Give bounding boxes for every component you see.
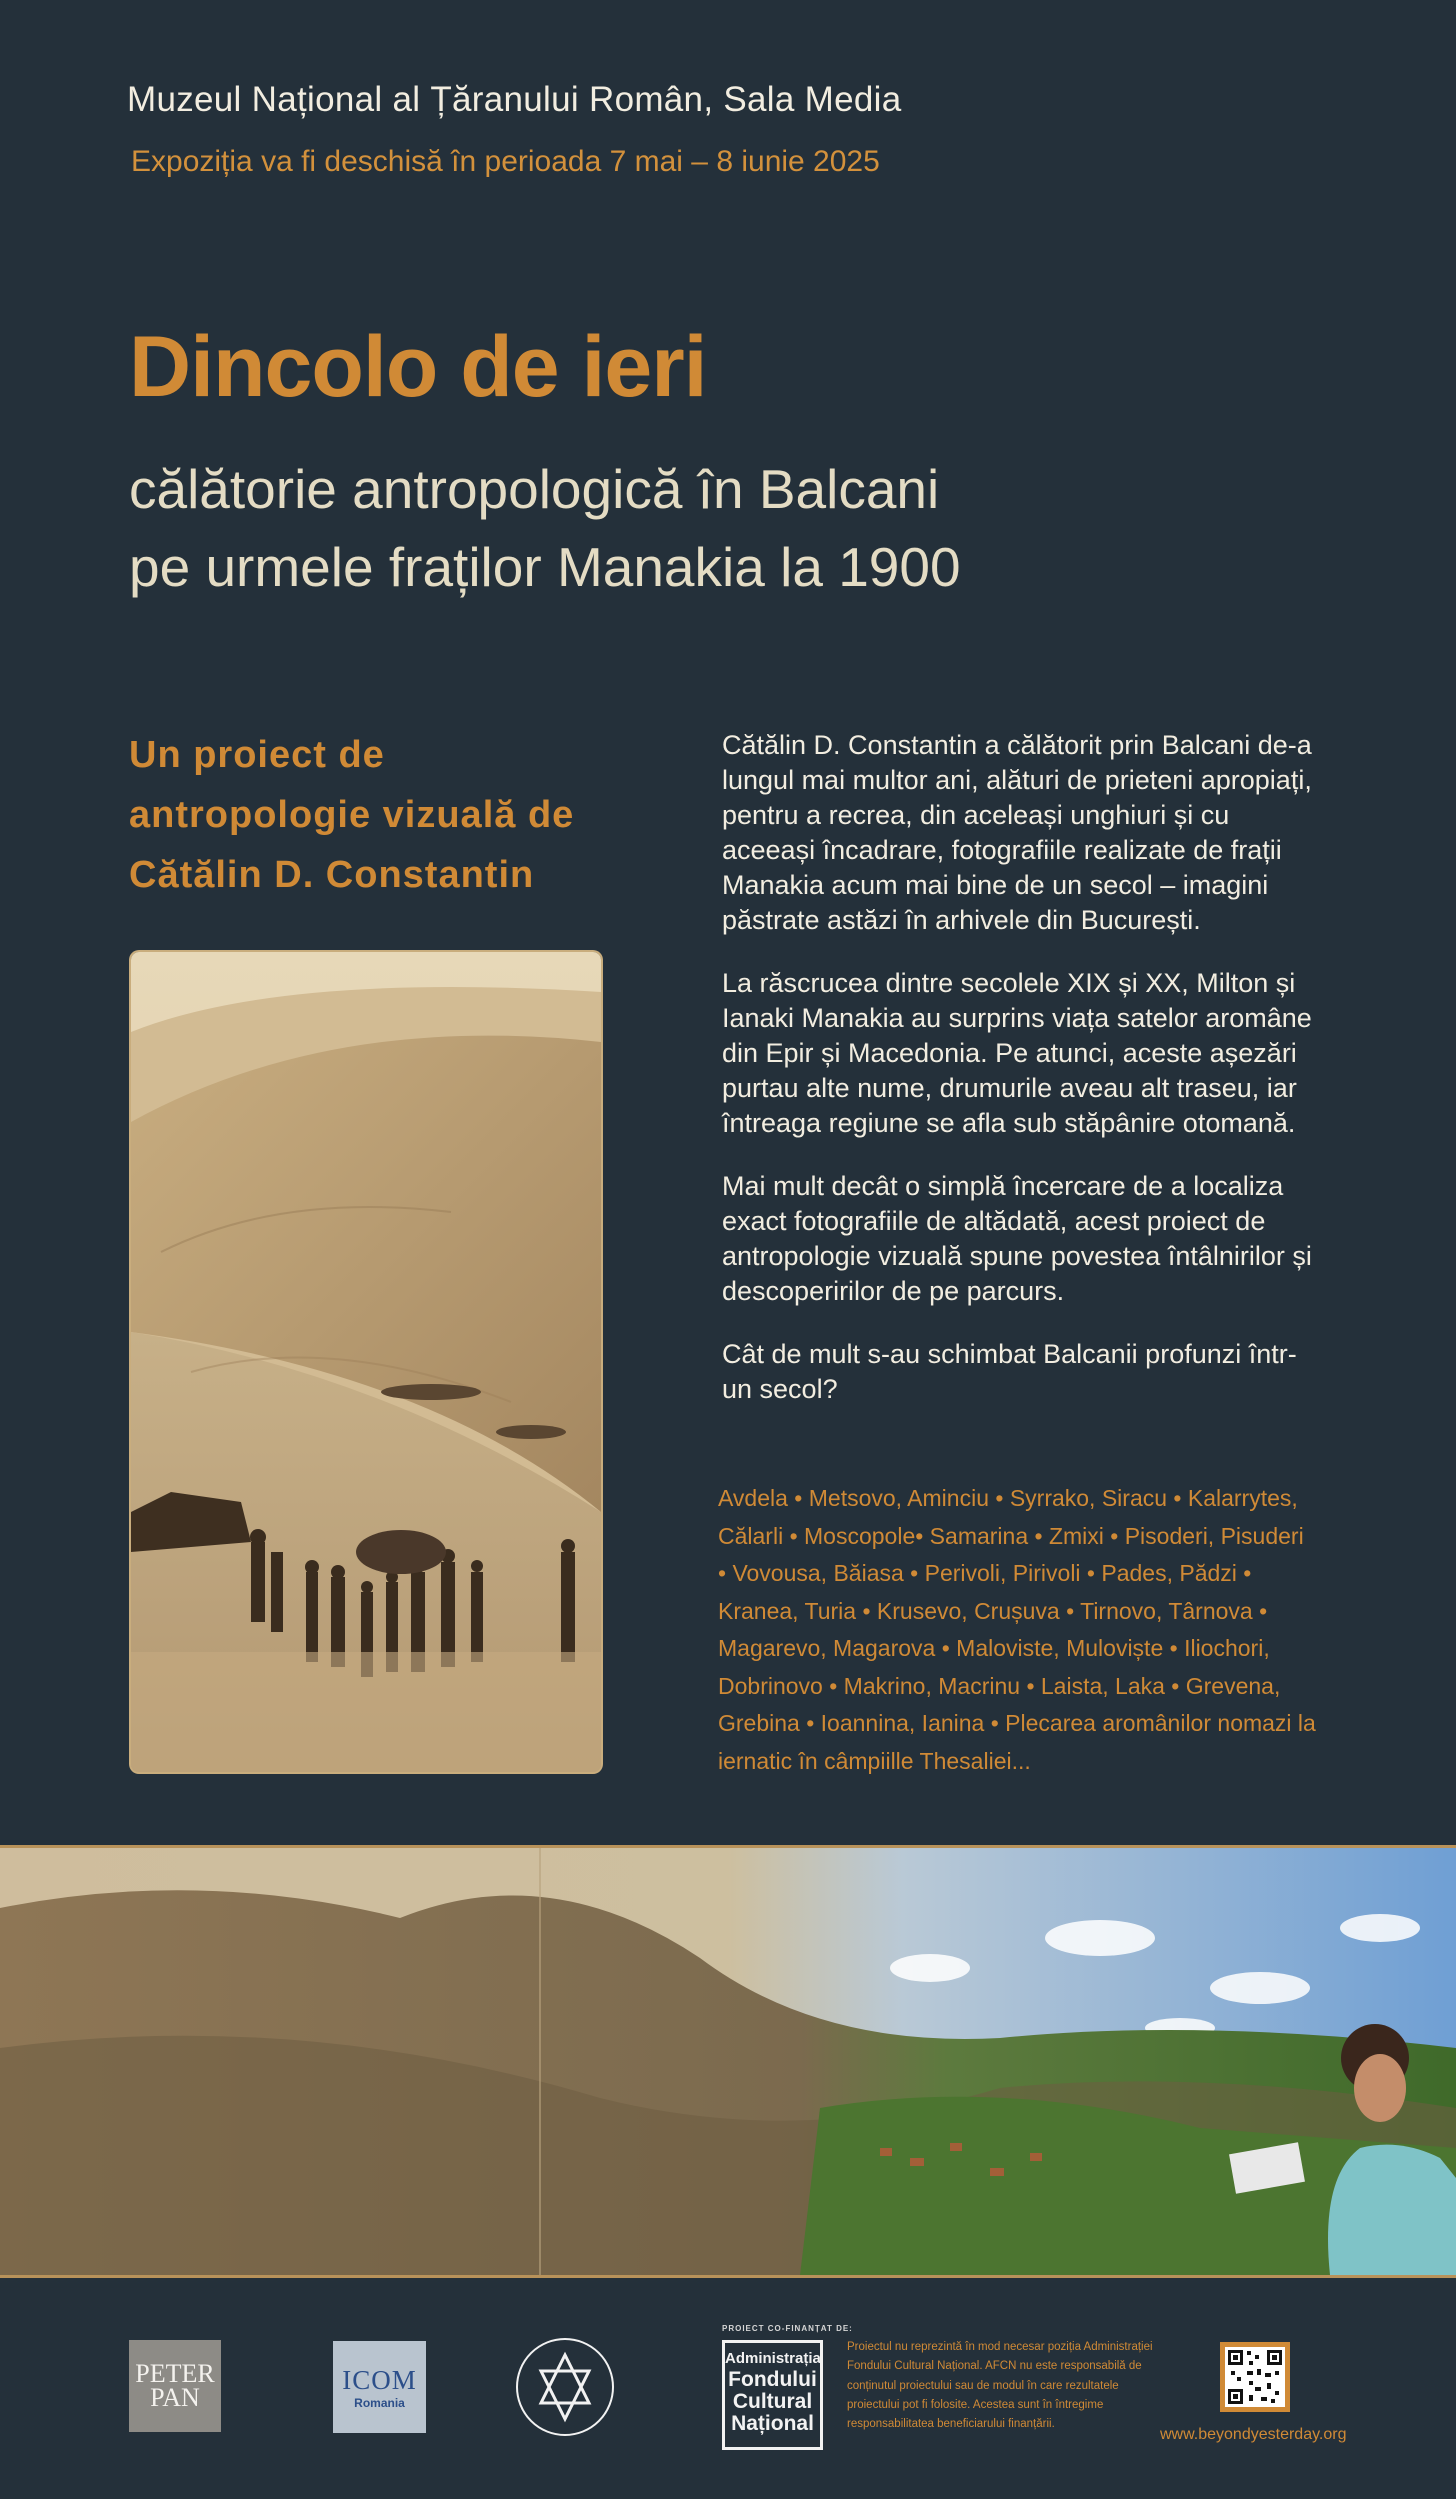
venue: Muzeul Național al Țăranului Român, Sala Media [127,80,902,119]
logo-text: Național [731,2412,814,2435]
exhibition-subtitle [129,450,961,606]
logo-text: Romania [354,2395,405,2410]
project-credit-line: Un proiect de [129,734,385,776]
paragraph: Cât de mult s-au schimbat Balcanii profunzi într-un secol? [722,1339,1297,1404]
paragraph: Cătălin D. Constantin a călătorit prin Balcani de-a lungul mai multor ani, alături de prieteni apropiați, pentru a recrea, din aceleași unghiuri și cu aceeași încadrare, fotografiile realizate de frații Manakia acum mai bine de un secol – imagini păstrate astăzi în arhivele din București. [722,730,1312,935]
logo-text: Cultural [732,2390,813,2413]
qr-code[interactable] [1220,2342,1290,2412]
logo-text: Administrația [725,2350,821,2367]
website-link[interactable]: www.beyondyesterday.org [1160,2426,1347,2443]
museum-stamp-logo [513,2335,617,2439]
description [722,728,1322,1435]
paragraph: La răscrucea dintre secolele XIX și XX, Milton și Ianaki Manakia au surprins viața satelor aromâne din Epir și Macedonia. Pe atunci, aceste așezări purtau alte nume, drumurile aveau alt traseu, iar întreaga regiune se afla sub stăpânire otomană. [722,968,1312,1138]
project-credit-line: Cătălin D. Constantin [129,854,535,896]
logo-text: PAN [150,2383,200,2412]
paragraph: Mai mult decât o simplă încercare de a localiza exact fotografiile de altădată, acest proiect de antropologie vizuală spune povestea întâlnirilor și descoperirilor de pe parcurs. [722,1171,1312,1306]
panorama-photo [0,1845,1456,2278]
qr-code-icon [1225,2347,1285,2407]
historical-photo [131,952,601,1772]
icom-romania-logo [333,2341,426,2433]
stamp-icon [513,2335,617,2439]
exhibition-period: Expoziția va fi deschisă în perioada 7 mai – 8 iunie 2025 [131,145,880,178]
logo-text: ICOM [342,2364,417,2395]
subtitle-line: călătorie antropologică în Balcani [129,458,940,520]
project-credit-line: antropologie vizuală de [129,794,575,836]
afcn-logo [722,2340,823,2450]
logo-text: Fondului [728,2368,817,2391]
project-credit [129,725,649,905]
exhibition-title: Dincolo de ieri [129,319,707,415]
places-list: Avdela • Metsovo, Aminciu • Syrrako, Siracu • Kalarrytes, Călarli • Moscopole• Samarina • Zmixi • Pisoderi, Pisuderi • Vovousa, Băiasa • Perivoli, Pirivoli • Pades, Pădzi • Kranea, Turia • Krusevo, Crușuva • Tirnovo, Târnova • Magarevo, Magarova • Maloviste, Muloviște • Iliochori, Dobrinovo • Makrino, Macrinu • Laista, Laka • Grevena, Grebina • Ioannina, Ianina • Plecarea aromânilor nomazi la iernatic în câmpiille Thesaliei... [718,1485,1316,1774]
funding-disclaimer: Proiectul nu reprezintă în mod necesar poziția Administrației Fondului Cultural Național. AFCN nu este responsabilă de conținutul proiectului sau de modul în care rezultatele proiectului pot fi folosite. Acestea sunt în întregime responsabilitatea beneficiarului finanțării. [847,2341,1153,2431]
logo-text: PETER [135,2359,215,2388]
subtitle-line: pe urmele fraților Manakia la 1900 [129,536,961,598]
panorama-image [0,1848,1456,2275]
cofunded-label: PROIECT CO-FINANȚAT DE: [722,2324,853,2333]
historical-photo-image [131,952,601,1772]
peter-pan-logo [129,2340,221,2432]
